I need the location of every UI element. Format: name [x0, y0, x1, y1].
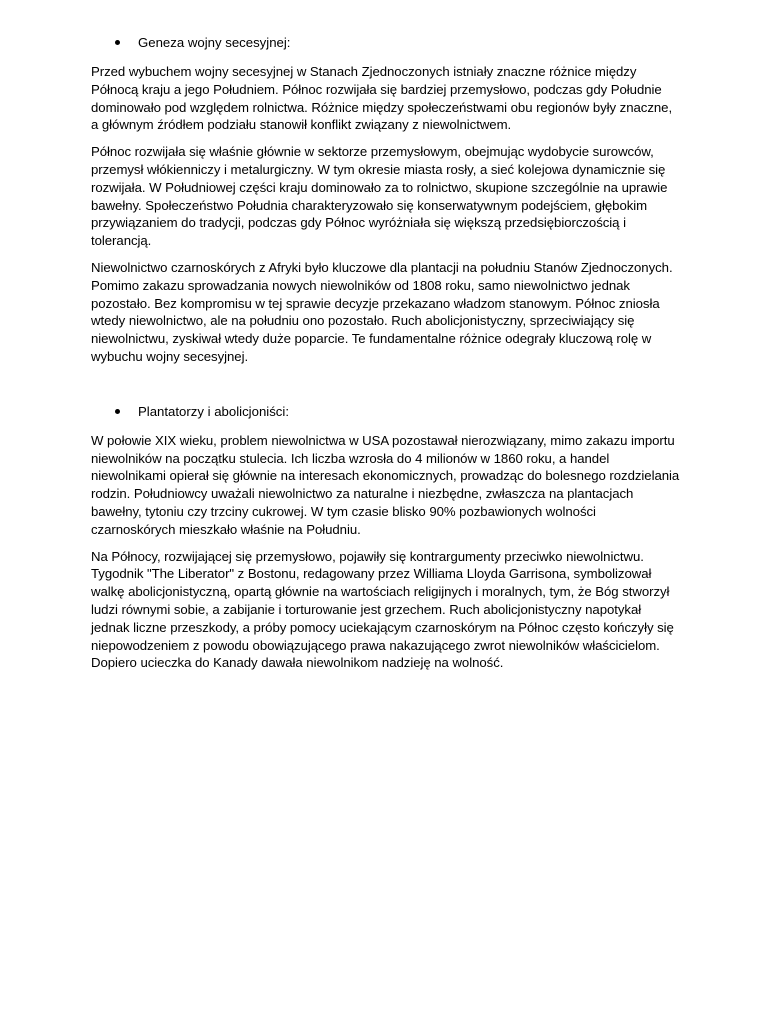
paragraph: Na Północy, rozwijającej się przemysłowo, pojawiły się kontrargumenty przeciwko niewolnictwu. Tygodnik "The Liberator" z Bostonu, redagowany przez Williama Lloyda Garrisona, symbolizował walkę abolicjonistyczną, opartą głównie na wartościach religijnych i moralnych, tym, że Bóg stworzył ludzi równymi sobie, a zabijanie i torturowanie jest grzechem. Ruch abolicjonistyczny napotykał jednak liczne przeszkody, a próby pomocy uciekającym czarnoskórym na Północ często kończyły się niepowodzeniem z powodu obowiązującego prawa nakazującego zwrot niewolników właścicielom. Dopiero ucieczka do Kanady dawała niewolnikom nadzieję na wolność. — [91, 548, 674, 671]
section-heading-geneza — [91, 34, 681, 52]
paragraph: Przed wybuchem wojny secesyjnej w Stanach Zjednoczonych istniały znaczne różnice między Północą kraju a jego Południem. Północ rozwijała się bardziej przemysłowo, podczas gdy Południe dominowało pod względem rolnictwa. Różnice między społeczeństwami obu regionów były znaczne, a głównym źródłem podziału stanowił konflikt związany z niewolnictwem. — [91, 64, 673, 133]
paragraph: Północ rozwijała się właśnie głównie w sektorze przemysłowym, obejmując wydobycie surowców, przemysł włókienniczy i metalurgiczny. W tym okresie miasta rosły, a sieć kolejowa dynamicznie się rozwijała. W Południowej części kraju dominowało za to rolnictwo, skupione szczególnie na uprawie bawełny. Społeczeństwo Południa charakteryzowało się konserwatywnym podejściem, głębokim przywiązaniem do tradycji, podczas gdy Północ wyróżniała się większą przedsiębiorczością i tolerancją. — [91, 144, 668, 249]
paragraph: W połowie XIX wieku, problem niewolnictwa w USA pozostawał nierozwiązany, mimo zakazu importu niewolników na początku stulecia. Ich liczba wzrosła do 4 milionów w 1860 roku, a handel niewolnikami opierał się głównie na interesach ekonomicznych, prowadząc do bolesnego rozdzielania rodzin. Południowcy uważali niewolnictwo za naturalne i niezbędne, zwłaszcza na plantacjach bawełny, tytoniu czy trzciny cukrowej. W tym czasie blisko 90% pozbawionych wolności czarnoskórych mieszkało właśnie na Południu. — [91, 432, 680, 537]
bullet-icon — [115, 40, 120, 45]
paragraph: Niewolnictwo czarnoskórych z Afryki było kluczowe dla plantacji na południu Stanów Zjednoczonych. Pomimo zakazu sprowadzania nowych niewolników od 1808 roku, samo niewolnictwo jednak pozostało. Bez kompromisu w tej sprawie decyzje przekazano władzom stanowym. Północ zniosła wtedy niewolnictwo, ale na południu ono pozostało. Ruch abolicjonistyczny, sprzeciwiający się niewolnictwu, zyskiwał wtedy duże poparcie. Te fundamentalne różnice odegrały kluczową rolę w wybuchu wojny secesyjnej. — [91, 259, 673, 364]
document-body — [91, 34, 681, 672]
section-heading-plantatorzy — [91, 403, 681, 421]
section-heading-text: Geneza wojny secesyjnej: — [138, 35, 291, 50]
section-heading-text: Plantatorzy i abolicjoniści: — [138, 403, 289, 419]
bullet-icon — [115, 409, 120, 414]
